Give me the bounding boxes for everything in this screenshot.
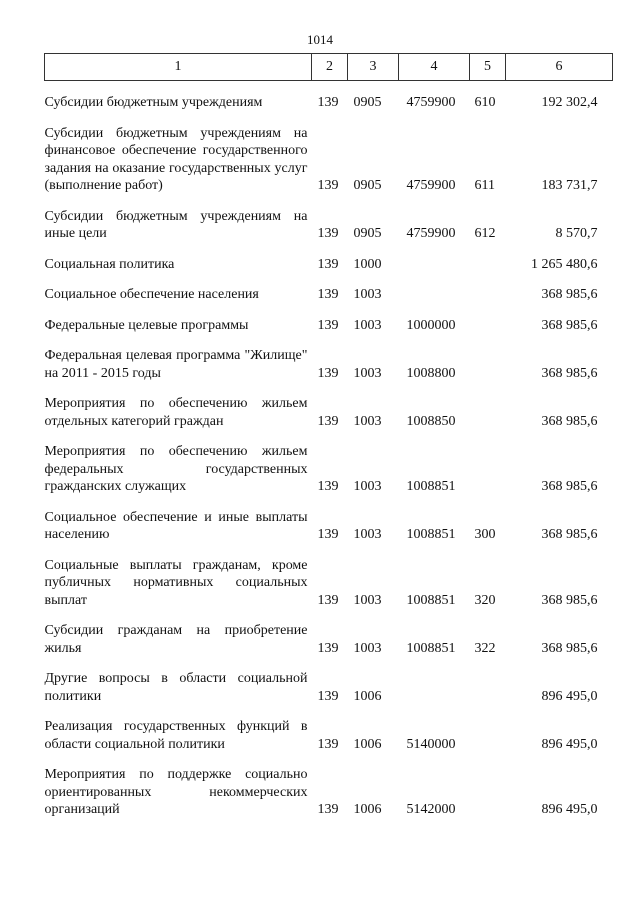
row-spacer	[45, 304, 613, 317]
ministry-code: 139	[317, 736, 339, 752]
row-name: Другие вопросы в области социальной политики	[44, 671, 308, 704]
expense-type-code: 300	[474, 527, 496, 542]
column-header: 1	[45, 54, 312, 81]
row-spacer	[45, 430, 613, 443]
section-code: 1006	[353, 688, 382, 704]
amount: 192 302,4	[541, 95, 598, 110]
row-name: Социальное обеспечение населения	[44, 287, 259, 302]
row-spacer	[45, 496, 613, 509]
table-row	[45, 395, 613, 430]
spacer	[45, 609, 613, 622]
expense-type-code: 322	[474, 640, 496, 656]
target-article-code: 4759900	[406, 178, 456, 193]
spacer	[45, 753, 613, 766]
table-row	[45, 670, 613, 705]
amount: 896 495,0	[541, 802, 598, 817]
table-row	[45, 557, 613, 610]
target-article-code	[399, 670, 470, 705]
row-spacer	[45, 544, 613, 557]
row-spacer	[45, 195, 613, 208]
target-article-code: 5142000	[406, 802, 456, 817]
expense-type-code	[470, 718, 506, 753]
row-spacer	[45, 334, 613, 347]
table-row	[45, 622, 613, 657]
table-row	[45, 94, 613, 112]
column-header: 2	[312, 54, 348, 81]
ministry-code: 139	[317, 256, 339, 272]
page-number: 1014	[307, 32, 333, 47]
ministry-code: 139	[317, 317, 339, 333]
row-spacer	[45, 609, 613, 622]
ministry-code: 139	[317, 287, 339, 302]
target-article-code: 1008851	[406, 592, 456, 608]
section-code: 1006	[353, 736, 382, 752]
expense-type-code	[470, 443, 506, 496]
spacer	[45, 81, 613, 95]
row-name: Субсидии бюджетным учреждениям на финансовое обеспечение государственного задания на оказание государственных услуг (выполнение работ)	[44, 125, 308, 193]
amount: 368 985,6	[541, 640, 598, 656]
expense-type-code	[470, 347, 506, 382]
ministry-code: 139	[317, 226, 339, 241]
ministry-code: 139	[317, 95, 339, 110]
ministry-code: 139	[317, 413, 339, 429]
section-code: 0905	[353, 95, 382, 110]
ministry-code: 139	[317, 592, 339, 608]
target-article-code: 5140000	[406, 736, 456, 752]
table-row	[45, 317, 613, 335]
table-row	[45, 256, 613, 274]
column-header: 3	[348, 54, 399, 81]
table-row	[45, 718, 613, 753]
amount: 896 495,0	[541, 736, 598, 752]
target-article-code: 1008851	[406, 527, 456, 542]
spacer	[45, 304, 613, 317]
row-name: Социальное обеспечение и иные выплаты населению	[44, 509, 308, 542]
table-header-row	[45, 54, 613, 81]
spacer	[45, 112, 613, 125]
table-row	[45, 286, 613, 304]
expense-type-code	[470, 670, 506, 705]
row-spacer	[45, 705, 613, 718]
amount: 368 985,6	[541, 413, 598, 429]
section-code: 1003	[353, 317, 382, 333]
row-spacer	[45, 112, 613, 125]
amount: 896 495,0	[541, 688, 598, 704]
section-code: 1006	[353, 802, 382, 817]
target-article-code: 1008850	[406, 413, 456, 429]
target-article-code: 1000000	[406, 317, 456, 333]
amount: 1 265 480,6	[531, 256, 598, 272]
target-article-code: 4759900	[406, 95, 456, 110]
amount: 368 985,6	[541, 365, 598, 381]
table-row	[45, 443, 613, 496]
ministry-code: 139	[317, 802, 339, 817]
section-code: 0905	[353, 226, 382, 241]
row-name: Субсидии гражданам на приобретение жилья	[44, 623, 308, 656]
amount: 183 731,7	[541, 178, 598, 193]
row-name: Мероприятия по поддержке социально ориентированных некоммерческих организаций	[44, 767, 308, 817]
row-spacer	[45, 382, 613, 395]
ministry-code: 139	[317, 365, 339, 381]
section-code: 1003	[353, 365, 382, 381]
column-header: 6	[506, 54, 613, 81]
row-spacer	[45, 657, 613, 670]
amount: 8 570,7	[555, 226, 598, 241]
spacer	[45, 705, 613, 718]
expense-type-code: 611	[474, 178, 495, 193]
target-article-code: 1008851	[406, 479, 456, 494]
row-spacer	[45, 81, 613, 95]
row-name: Федеральная целевая программа "Жилище" на 2011 - 2015 годы	[44, 348, 308, 381]
row-spacer	[45, 273, 613, 286]
ministry-code: 139	[317, 688, 339, 704]
spacer	[45, 195, 613, 208]
spacer	[45, 273, 613, 286]
expense-type-code	[470, 256, 506, 274]
section-code: 1003	[353, 479, 382, 494]
table-row	[45, 347, 613, 382]
row-name: Субсидии бюджетным учреждениям	[44, 95, 263, 110]
section-code: 1003	[353, 413, 382, 429]
expense-type-code	[470, 286, 506, 304]
table-row	[45, 208, 613, 243]
row-name: Субсидии бюджетным учреждениям на иные цели	[44, 208, 308, 241]
budget-table	[44, 53, 613, 819]
expense-type-code: 612	[474, 226, 496, 241]
target-article-code: 1008800	[406, 365, 456, 381]
section-code: 1003	[353, 640, 382, 656]
row-name: Мероприятия по обеспечению жильем отдельных категорий граждан	[44, 396, 308, 429]
expense-type-code: 610	[474, 95, 496, 110]
table-row	[45, 125, 613, 195]
target-article-code: 4759900	[406, 226, 456, 241]
expense-type-code	[470, 317, 506, 335]
spacer	[45, 430, 613, 443]
row-spacer	[45, 243, 613, 256]
target-article-code: 1008851	[406, 640, 456, 656]
spacer	[45, 382, 613, 395]
table-row	[45, 509, 613, 544]
row-name: Федеральные целевые программы	[44, 317, 249, 333]
target-article-code	[399, 256, 470, 274]
amount: 368 985,6	[541, 527, 598, 542]
ministry-code: 139	[317, 479, 339, 494]
section-code: 0905	[353, 178, 382, 193]
row-name: Реализация государственных функций в области социальной политики	[44, 719, 308, 752]
ministry-code: 139	[317, 178, 339, 193]
amount: 368 985,6	[541, 592, 598, 608]
section-code: 1000	[353, 256, 382, 272]
target-article-code	[399, 286, 470, 304]
ministry-code: 139	[317, 527, 339, 542]
spacer	[45, 334, 613, 347]
expense-type-code: 320	[474, 592, 496, 608]
expense-type-code	[470, 766, 506, 819]
spacer	[45, 496, 613, 509]
section-code: 1003	[353, 592, 382, 608]
column-header: 4	[399, 54, 470, 81]
column-header: 5	[470, 54, 506, 81]
amount: 368 985,6	[541, 479, 598, 494]
section-code: 1003	[353, 287, 382, 302]
ministry-code: 139	[317, 640, 339, 656]
table-body	[45, 81, 613, 819]
row-spacer	[45, 753, 613, 766]
amount: 368 985,6	[541, 287, 598, 302]
amount: 368 985,6	[541, 317, 598, 333]
row-name: Социальная политика	[44, 256, 175, 272]
spacer	[45, 243, 613, 256]
section-code: 1003	[353, 527, 382, 542]
row-name: Мероприятия по обеспечению жильем федеральных государственных гражданских служащих	[44, 444, 308, 494]
spacer	[45, 544, 613, 557]
table-row	[45, 766, 613, 819]
row-name: Социальные выплаты гражданам, кроме публичных нормативных социальных выплат	[44, 557, 308, 608]
spacer	[45, 657, 613, 670]
expense-type-code	[470, 395, 506, 430]
